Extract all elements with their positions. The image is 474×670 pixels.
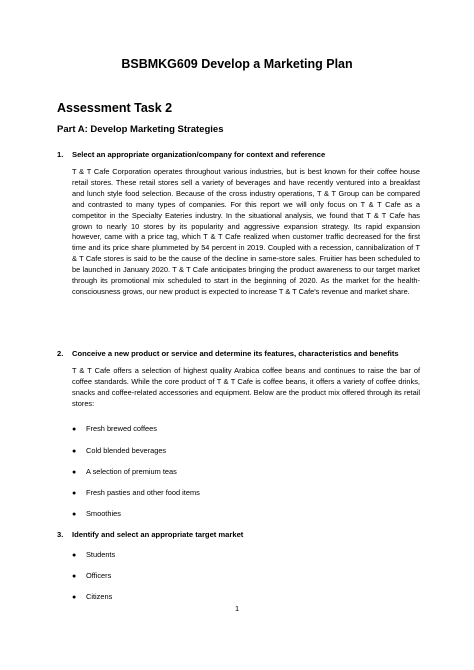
list-item-text: Smoothies <box>86 509 121 518</box>
list-item-text: Citizens <box>86 592 113 601</box>
section-2-paragraph: T & T Cafe offers a selection of highest quality Arabica coffee beans and continues to raise the bar of coffee standards. While the core product of T & T Cafe is coffee beans, it offers a variety of coffee drinks, snacks and coffee-related accessories and equipment. Below are the product mix offered through its retail stores: <box>72 366 420 408</box>
list-item-text: Cold blended beverages <box>86 446 167 455</box>
assessment-task-heading: Assessment Task 2 <box>57 101 173 115</box>
section-2-title: Conceive a new product or service and determine its features, characteristics and benefits <box>72 349 399 358</box>
bullet-icon: ● <box>72 511 77 518</box>
bullet-icon: ● <box>72 552 77 559</box>
list-item-text: Fresh brewed coffees <box>86 424 157 433</box>
bullet-icon: ● <box>72 448 77 455</box>
list-item <box>72 467 177 476</box>
list-item <box>72 592 112 601</box>
list-item <box>72 446 166 455</box>
page-number: 1 <box>234 604 240 613</box>
section-1-number: 1. <box>57 150 64 159</box>
list-item-text: Fresh pasties and other food items <box>86 488 200 497</box>
section-1-paragraph: T & T Cafe Corporation operates throughout various industries, but is best known for their coffee house retail stores. These retail stores sell a variety of beverages and have recently ventured into a breakfast and lunch style food selection. Because of the cross industry operations, T & T Group can be compared and contrasted to many types of companies. For this report we will only focus on T & T Cafe as a competitor in the Specialty Eateries industry. In the situational analysis, we found that T & T Cafe has grown to nearly 10 stores by its popularity and aggressive expansion strategy. Its rapid expansion however, came with a price tag, which T & T Cafe realized when customer traffic decreased for the first time and its price share plummeted by 54 percent in 2019. Coupled with a recession, cannibalization of T & T Cafe stores is said to be the cause of the decline in same-store sales. Fruitier has been scheduled to be launched in January 2020. T & T Cafe anticipates bringing the product awareness to our target market through its promotional mix scheduled to start in the beginning of 2020. As the market for the health-consciousness grows, our new product is expected to increase T & T Cafe's revenue and market share. <box>72 167 420 296</box>
section-1-title: Select an appropriate organization/company for context and reference <box>72 150 326 159</box>
section-2-number: 2. <box>57 349 64 358</box>
bullet-icon: ● <box>72 469 77 476</box>
bullet-icon: ● <box>72 490 77 497</box>
section-3-number: 3. <box>57 530 64 539</box>
section-3-title: Identify and select an appropriate target market <box>72 530 244 539</box>
list-item <box>72 509 121 518</box>
list-item-text: Officers <box>86 571 112 580</box>
part-heading: Part A: Develop Marketing Strategies <box>57 124 224 135</box>
list-item-text: Students <box>86 550 116 559</box>
bullet-icon: ● <box>72 594 77 601</box>
bullet-icon: ● <box>72 426 77 433</box>
list-item <box>72 424 157 433</box>
list-item <box>72 488 200 497</box>
section-1-heading <box>57 150 325 159</box>
section-3-heading <box>57 530 243 539</box>
list-item <box>72 550 115 559</box>
list-item-text: A selection of premium teas <box>86 467 177 476</box>
section-2-heading <box>57 349 399 358</box>
list-item <box>72 571 111 580</box>
bullet-icon: ● <box>72 573 77 580</box>
document-title: BSBMKG609 Develop a Marketing Plan <box>121 57 353 71</box>
